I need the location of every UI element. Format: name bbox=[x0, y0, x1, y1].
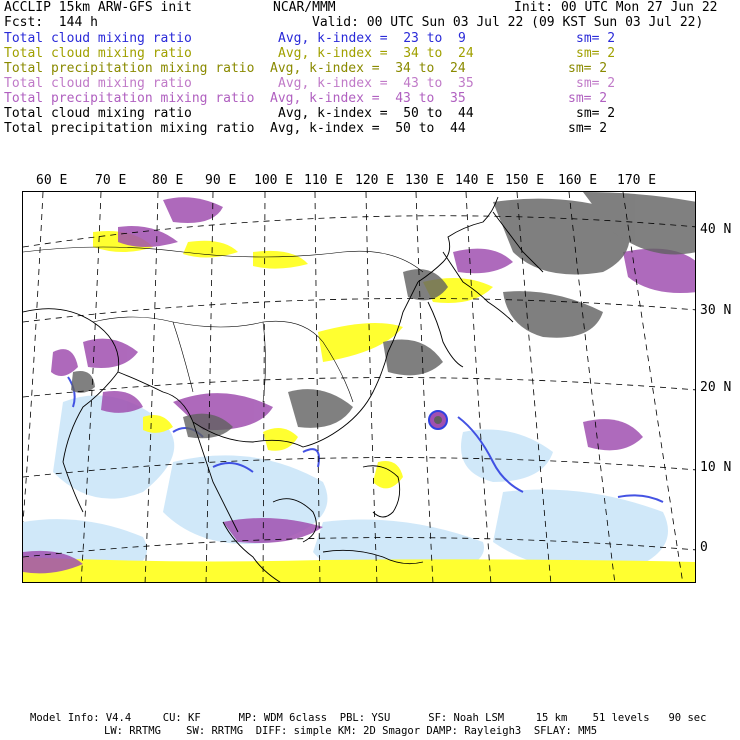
init-time: Init: 00 UTC Mon 27 Jun 22 bbox=[514, 0, 718, 15]
lon-label: 110 E bbox=[304, 173, 344, 188]
lat-label: 10 N bbox=[700, 460, 732, 475]
legend-avg: Avg, k-index = 50 to 44 bbox=[278, 106, 474, 121]
legend-field: Total cloud mixing ratio bbox=[4, 31, 192, 46]
map-canvas bbox=[23, 192, 696, 583]
lon-label: 60 E bbox=[36, 173, 68, 188]
legend-field: Total precipitation mixing ratio bbox=[4, 121, 255, 136]
lon-label: 80 E bbox=[152, 173, 184, 188]
org-label: NCAR/MMM bbox=[273, 0, 336, 15]
lat-label: 0 bbox=[700, 540, 708, 555]
legend-avg: Avg, k-index = 34 to 24 bbox=[270, 61, 466, 76]
legend-field: Total cloud mixing ratio bbox=[4, 46, 192, 61]
model-title: ACCLIP 15km ARW-GFS init bbox=[4, 0, 192, 15]
lat-label: 30 N bbox=[700, 303, 732, 318]
legend-sm: sm= 2 bbox=[576, 106, 616, 121]
legend-field: Total precipitation mixing ratio bbox=[4, 91, 255, 106]
legend-avg: Avg, k-index = 23 to 9 bbox=[278, 31, 466, 46]
valid-time: Valid: 00 UTC Sun 03 Jul 22 (09 KST Sun 03 Jul 22) bbox=[312, 15, 704, 30]
legend-avg: Avg, k-index = 50 to 44 bbox=[270, 121, 466, 136]
legend-sm: sm= 2 bbox=[576, 46, 616, 61]
lon-label: 100 E bbox=[254, 173, 294, 188]
lat-label: 20 N bbox=[700, 380, 732, 395]
legend-avg: Avg, k-index = 43 to 35 bbox=[270, 91, 466, 106]
model-info-line2: LW: RRTMG SW: RRTMG DIFF: simple KM: 2D Smagor DAMP: Rayleigh3 SFLAY: MM5 bbox=[104, 725, 598, 737]
legend-sm: sm= 2 bbox=[576, 76, 616, 91]
model-info-line1: Model Info: V4.4 CU: KF MP: WDM 6class PBL: YSU SF: Noah LSM 15 km 51 levels 90 sec bbox=[30, 712, 707, 724]
legend-field: Total cloud mixing ratio bbox=[4, 76, 192, 91]
lon-label: 90 E bbox=[205, 173, 237, 188]
legend-sm: sm= 2 bbox=[576, 31, 616, 46]
lon-label: 120 E bbox=[355, 173, 395, 188]
legend-field: Total cloud mixing ratio bbox=[4, 106, 192, 121]
lon-label: 150 E bbox=[505, 173, 545, 188]
legend-avg: Avg, k-index = 43 to 35 bbox=[278, 76, 474, 91]
cloud-map bbox=[22, 191, 696, 583]
lon-label: 70 E bbox=[95, 173, 127, 188]
top-cloud-layer bbox=[71, 192, 696, 438]
forecast-hour: Fcst: 144 h bbox=[4, 15, 98, 30]
low-cloud-layer bbox=[23, 395, 668, 580]
lon-label: 130 E bbox=[405, 173, 445, 188]
lat-label: 40 N bbox=[700, 222, 732, 237]
legend-avg: Avg, k-index = 34 to 24 bbox=[278, 46, 474, 61]
lon-label: 160 E bbox=[558, 173, 598, 188]
legend-sm: sm= 2 bbox=[568, 61, 608, 76]
legend-field: Total precipitation mixing ratio bbox=[4, 61, 255, 76]
legend-sm: sm= 2 bbox=[568, 91, 608, 106]
lon-label: 170 E bbox=[617, 173, 657, 188]
lon-label: 140 E bbox=[455, 173, 495, 188]
legend-sm: sm= 2 bbox=[568, 121, 608, 136]
typhoon-marker bbox=[429, 411, 447, 429]
